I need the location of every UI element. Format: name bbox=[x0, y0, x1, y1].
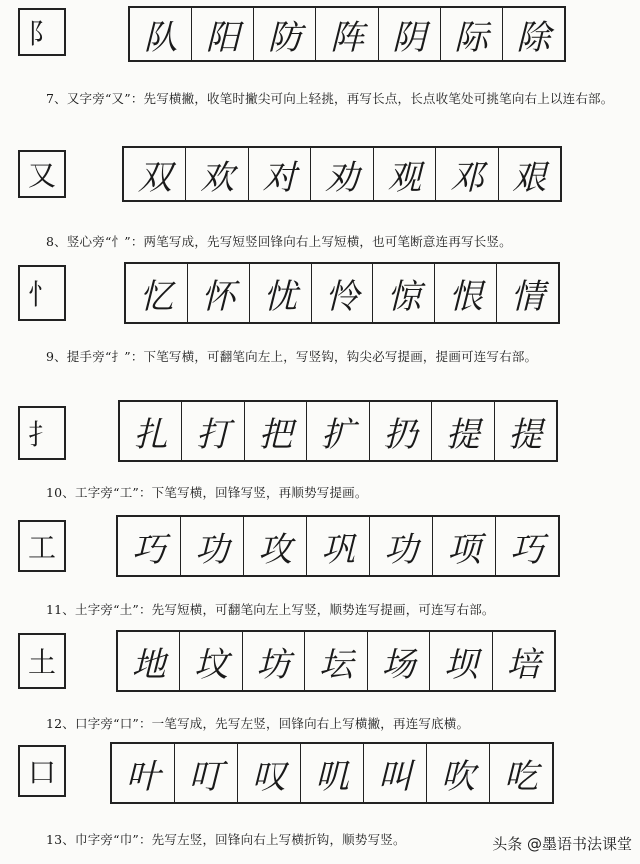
example-grid bbox=[116, 515, 560, 577]
example-char: 攻 bbox=[244, 517, 307, 575]
example-char: 扎 bbox=[120, 402, 182, 460]
section-description: 12、口字旁“口”：一笔写成，先写左竖，回锋向右上写横撇，再连写底横。 bbox=[46, 716, 470, 731]
example-char: 除 bbox=[516, 17, 551, 58]
radical-box: 阝 bbox=[18, 8, 66, 56]
section-description: 7、又字旁“又”：先写横撇，收笔时撇尖可向上轻挑，再写长点，长点收笔处可挑笔向右上以连右部。 bbox=[46, 91, 614, 106]
example-char: 际 bbox=[441, 8, 503, 60]
radical-box: 扌 bbox=[18, 406, 66, 460]
example-char: 叶 bbox=[112, 744, 175, 802]
example-char: 阳 bbox=[192, 8, 254, 60]
example-char: 双 bbox=[124, 148, 186, 200]
example-char: 情 bbox=[510, 276, 545, 317]
example-char: 欢 bbox=[186, 148, 248, 200]
radical-box: 又 bbox=[18, 150, 66, 198]
example-char: 忧 bbox=[250, 264, 312, 322]
example-char: 阵 bbox=[316, 8, 378, 60]
example-char: 叫 bbox=[364, 744, 427, 802]
example-char: 提 bbox=[508, 414, 543, 455]
example-grid bbox=[124, 262, 560, 324]
watermark: 头条 @墨语书法课堂 bbox=[492, 835, 632, 853]
example-char: 巧 bbox=[118, 517, 181, 575]
example-char: 叽 bbox=[301, 744, 364, 802]
radical-box: 工 bbox=[18, 520, 66, 572]
example-grid bbox=[118, 400, 558, 462]
example-char: 阴 bbox=[379, 8, 441, 60]
radical-box: 忄 bbox=[18, 265, 66, 321]
example-char: 坟 bbox=[180, 632, 242, 690]
example-char: 劝 bbox=[311, 148, 373, 200]
section-description: 10、工字旁“工”：下笔写横，回锋写竖，再顺势写提画。 bbox=[46, 485, 368, 500]
example-char: 叮 bbox=[175, 744, 238, 802]
example-char: 惊 bbox=[373, 264, 435, 322]
example-char: 扩 bbox=[307, 402, 369, 460]
example-char: 项 bbox=[433, 517, 496, 575]
example-char: 对 bbox=[249, 148, 311, 200]
example-char: 叹 bbox=[238, 744, 301, 802]
example-char: 艰 bbox=[512, 157, 547, 198]
example-grid bbox=[128, 6, 566, 62]
example-char: 场 bbox=[368, 632, 430, 690]
section-description: 9、提手旁“扌”：下笔写横，可翻笔向左上，写竖钩，钩尖必写提画，提画可连写右部。 bbox=[46, 349, 538, 364]
example-char: 防 bbox=[254, 8, 316, 60]
example-char: 怜 bbox=[312, 264, 374, 322]
example-char: 打 bbox=[182, 402, 244, 460]
example-char: 巩 bbox=[307, 517, 370, 575]
example-char: 培 bbox=[506, 644, 541, 685]
example-grid bbox=[110, 742, 554, 804]
radical-box: 口 bbox=[18, 745, 66, 797]
example-grid bbox=[122, 146, 562, 202]
example-char: 扔 bbox=[370, 402, 432, 460]
example-char: 观 bbox=[374, 148, 436, 200]
example-char: 坛 bbox=[305, 632, 367, 690]
section-description: 11、土字旁“土”：先写短横，可翻笔向左上写竖，顺势连写提画，可连写右部。 bbox=[46, 602, 495, 617]
radical-box: 土 bbox=[18, 633, 66, 689]
section-description: 8、竖心旁“忄”：两笔写成，先写短竖回锋向右上写短横，也可笔断意连再写长竖。 bbox=[46, 234, 512, 249]
example-char: 功 bbox=[181, 517, 244, 575]
example-char: 邓 bbox=[436, 148, 498, 200]
example-char: 吃 bbox=[504, 756, 538, 797]
example-char: 功 bbox=[370, 517, 433, 575]
example-char: 巧 bbox=[510, 529, 544, 570]
example-char: 坊 bbox=[243, 632, 305, 690]
example-grid bbox=[116, 630, 556, 692]
example-char: 把 bbox=[245, 402, 307, 460]
example-char: 恨 bbox=[435, 264, 497, 322]
example-char: 地 bbox=[118, 632, 180, 690]
example-char: 怀 bbox=[188, 264, 250, 322]
section-description: 13、巾字旁“巾”：先写左竖，回锋向右上写横折钩，顺势写竖。 bbox=[46, 832, 406, 847]
example-char: 忆 bbox=[126, 264, 188, 322]
example-char: 队 bbox=[130, 8, 192, 60]
example-char: 吹 bbox=[427, 744, 490, 802]
example-char: 提 bbox=[432, 402, 494, 460]
example-char: 坝 bbox=[430, 632, 492, 690]
